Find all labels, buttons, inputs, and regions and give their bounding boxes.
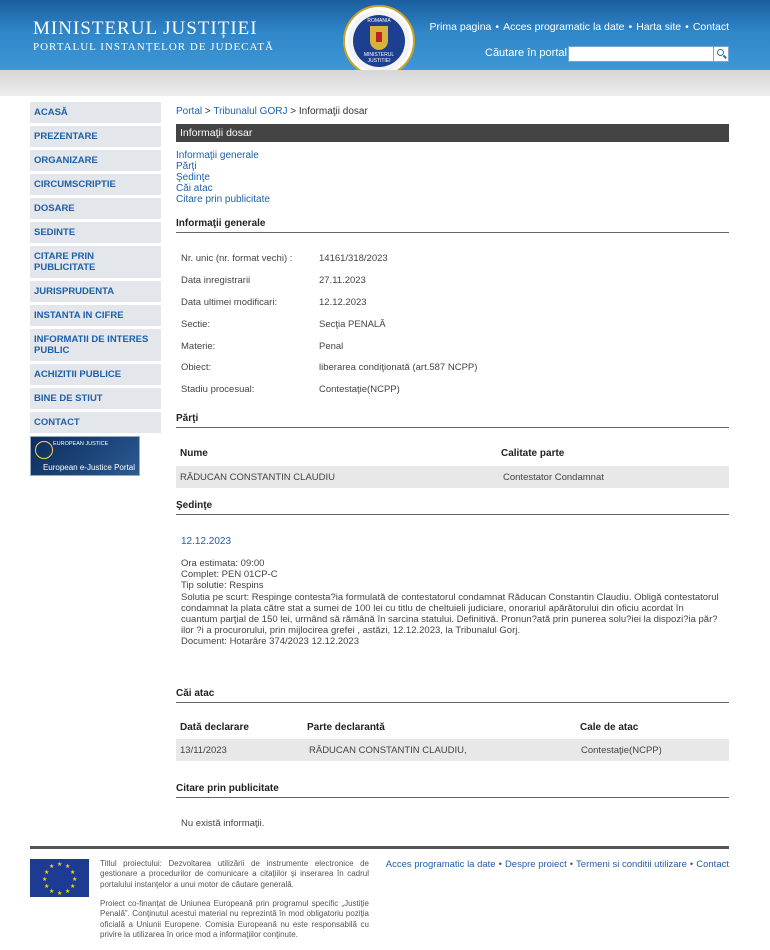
hearing-tip-solutie: Tip solutie: Respins (181, 580, 264, 592)
top-nav: Prima pagina • Acces programatic la date • Harta site • Contact (429, 21, 729, 33)
hearing-details (181, 558, 721, 648)
info-value: 14161/318/2023 (319, 253, 388, 264)
nav-prima-pagina[interactable]: Prima pagina (429, 21, 492, 33)
footer-project-text: Titlul proiectului: Dezvoltarea utilizării de instrumente electronice de gestionare a procedurilor de comunicare a citaţiilor şi inserarea în cadrul portalului instanţelor a unui motor de căutare generală. (100, 859, 369, 889)
hearing-complet: Complet: PEN 01CP-C (181, 569, 278, 581)
appeal-type: Contestaţie(NCPP) (581, 745, 662, 756)
hearing-date: 12.12.2023 (181, 536, 232, 547)
search-label: Căutare în portal (485, 47, 567, 59)
footer-funding-text: Proiect co-finanţat de Uniunea Europeană prin programul specific „Justiţie Penală”. Conţinutul acestui material nu reprezintă în mod obligatoriu poziţia oficială a Uniunii Europene. Comisia Europeană nu este responsabilă cu privire la utilizarea în orice mod a informaţiilor conţinute. (100, 899, 369, 940)
appeal-date: 13/11/2023 (180, 745, 227, 756)
hearing-ora: Ora estimata: 09:00 (181, 558, 265, 569)
footer-link-contact[interactable]: Contact (696, 859, 729, 870)
sidebar-item-circumscriptie[interactable]: CIRCUMSCRIPTIE (30, 174, 161, 195)
section-heading-sedinte: Şedinţe (176, 500, 729, 515)
citation-empty-message: Nu există informaţii. (181, 818, 265, 829)
sidebar-item-bine-de-stiut[interactable]: BINE DE STIUT (30, 388, 161, 409)
info-label: Materie: (181, 341, 216, 352)
party-name: RĂDUCAN CONSTANTIN CLAUDIU (180, 472, 336, 483)
anchor-sedinte[interactable]: Şedinţe (176, 172, 210, 183)
nav-acces-programatic[interactable]: Acces programatic la date (503, 21, 625, 33)
sidebar-item-contact[interactable]: CONTACT (30, 412, 161, 433)
nav-contact[interactable]: Contact (692, 21, 729, 33)
appeal-party: RĂDUCAN CONSTANTIN CLAUDIU, (309, 745, 467, 756)
info-value: Penal (319, 341, 344, 352)
info-value: Contestaţie(NCPP) (319, 384, 400, 395)
footer-link-despre-proiect[interactable]: Despre proiect (504, 859, 567, 870)
hearing-document: Document: Hotarâre 374/2023 12.12.2023 (181, 636, 359, 648)
site-header (0, 0, 770, 70)
section-anchors (176, 150, 270, 205)
sidebar-item-achizitii-publice[interactable]: ACHIZITII PUBLICE (30, 364, 161, 385)
parties-table-header (176, 448, 729, 462)
sidebar-item-dosare[interactable]: DOSARE (30, 198, 161, 219)
info-value: 12.12.2023 (319, 297, 367, 308)
header-band (0, 70, 770, 96)
breadcrumb-current: Informaţii dosar (298, 106, 368, 117)
sidebar-item-jurisprudenta[interactable]: JURISPRUDENTA (30, 281, 161, 302)
section-heading-general: Informaţii generale (176, 218, 729, 233)
info-label: Stadiu procesual: (181, 384, 255, 395)
info-label: Data ultimei modificari: (181, 297, 278, 308)
sidebar-item-acasa[interactable]: ACASĂ (30, 102, 161, 123)
coat-of-arms-icon (370, 26, 388, 50)
ejustice-banner-top: EUROPEAN JUSTICE (53, 441, 109, 447)
anchor-cai-atac[interactable]: Căi atac (176, 183, 213, 194)
info-label: Obiect: (181, 362, 212, 373)
footer-links: Acces programatic la date • Despre proiect • Termeni si conditii utilizare • Contact (385, 859, 729, 870)
footer-link-termeni[interactable]: Termeni si conditii utilizare (576, 859, 687, 870)
info-label: Sectie: (181, 319, 211, 330)
info-value: Secţia PENALĂ (319, 319, 386, 330)
appeals-table-header (176, 722, 729, 736)
info-label: Data inregistrarii (181, 275, 251, 286)
section-heading-citare: Citare prin publicitate (176, 783, 729, 798)
table-row (176, 739, 729, 761)
sidebar-item-informatii-interes-public[interactable]: INFORMATII DE INTERES PUBLIC (30, 329, 161, 361)
search-input[interactable] (568, 46, 714, 62)
info-label: Nr. unic (nr. format vechi) : (181, 253, 293, 264)
sidebar-item-organizare[interactable]: ORGANIZARE (30, 150, 161, 171)
anchor-parti[interactable]: Părţi (176, 161, 197, 172)
sidebar (30, 102, 161, 476)
crest-text-top: ROMANIA (367, 18, 391, 24)
sidebar-item-citare[interactable]: CITARE PRIN PUBLICITATE (30, 246, 161, 278)
footer-link-acces-programatic[interactable]: Acces programatic la date (385, 859, 496, 870)
column-header-data-declarare: Dată declarare (180, 722, 249, 733)
breadcrumb: Portal > Tribunalul GORJ > Informaţii dosar (176, 106, 368, 117)
crest-text-bottom: MINISTERUL JUSTITIEI (363, 52, 395, 64)
breadcrumb-portal[interactable]: Portal (176, 106, 203, 117)
column-header-calitate: Calitate parte (501, 448, 565, 459)
info-value: liberarea condiţionată (art.587 NCPP) (319, 362, 478, 373)
ejustice-banner-label: European e-Justice Portal (42, 463, 135, 472)
site-subtitle: PORTALUL INSTANȚELOR DE JUDECATĂ (33, 41, 274, 53)
site-title: MINISTERUL JUSTIȚIEI (33, 18, 258, 39)
table-row (176, 466, 729, 488)
anchor-citare[interactable]: Citare prin publicitate (176, 194, 270, 205)
crest-emblem (353, 15, 405, 67)
search-button[interactable] (714, 46, 729, 62)
eu-flag-icon: ★ ★ ★ ★ ★ ★ ★ ★ ★ ★ ★ ★ (30, 859, 89, 897)
column-header-cale-atac: Cale de atac (580, 722, 639, 733)
anchor-informatii-generale[interactable]: Informaţii generale (176, 150, 259, 161)
eu-stars-icon (35, 441, 53, 459)
section-heading-cai-atac: Căi atac (176, 688, 729, 703)
info-value: 27.11.2023 (319, 275, 366, 286)
nav-harta-site[interactable]: Harta site (636, 21, 682, 33)
hearing-solutie: Solutia pe scurt: Respinge contesta?ia formulată de contestatorul condamnat Răducan Constantin Claudiu. Obligă contestatorul condamnat la plata către stat a sumei de 100 lei cu titlu de cheltuieli judiciare, onorariul apărătorului din oficiu acordat în cuantum parţial de 150 lei, urmând să rămână în sarcina statului. Definitivă. Pronun?ată prin punerea solu?iei la dispozi?ia păr?ilor ?i a procurorului, prin mijlocirea grefei , astăzi, 12.12.2023, la Tribunalul Gorj. (181, 591, 719, 637)
ejustice-portal-banner[interactable] (30, 436, 140, 476)
footer-divider (30, 846, 729, 849)
page-title: Informaţii dosar (176, 124, 729, 142)
sidebar-item-instanta-in-cifre[interactable]: INSTANTA IN CIFRE (30, 305, 161, 326)
breadcrumb-tribunal[interactable]: Tribunalul GORJ (213, 106, 288, 117)
section-heading-parti: Părţi (176, 413, 729, 428)
sidebar-item-sedinte[interactable]: SEDINTE (30, 222, 161, 243)
romania-crest-logo[interactable] (343, 5, 415, 77)
column-header-nume: Nume (180, 448, 208, 459)
sidebar-item-prezentare[interactable]: PREZENTARE (30, 126, 161, 147)
party-role: Contestator Condamnat (503, 472, 604, 483)
column-header-parte-declaranta: Parte declarantă (307, 722, 385, 733)
